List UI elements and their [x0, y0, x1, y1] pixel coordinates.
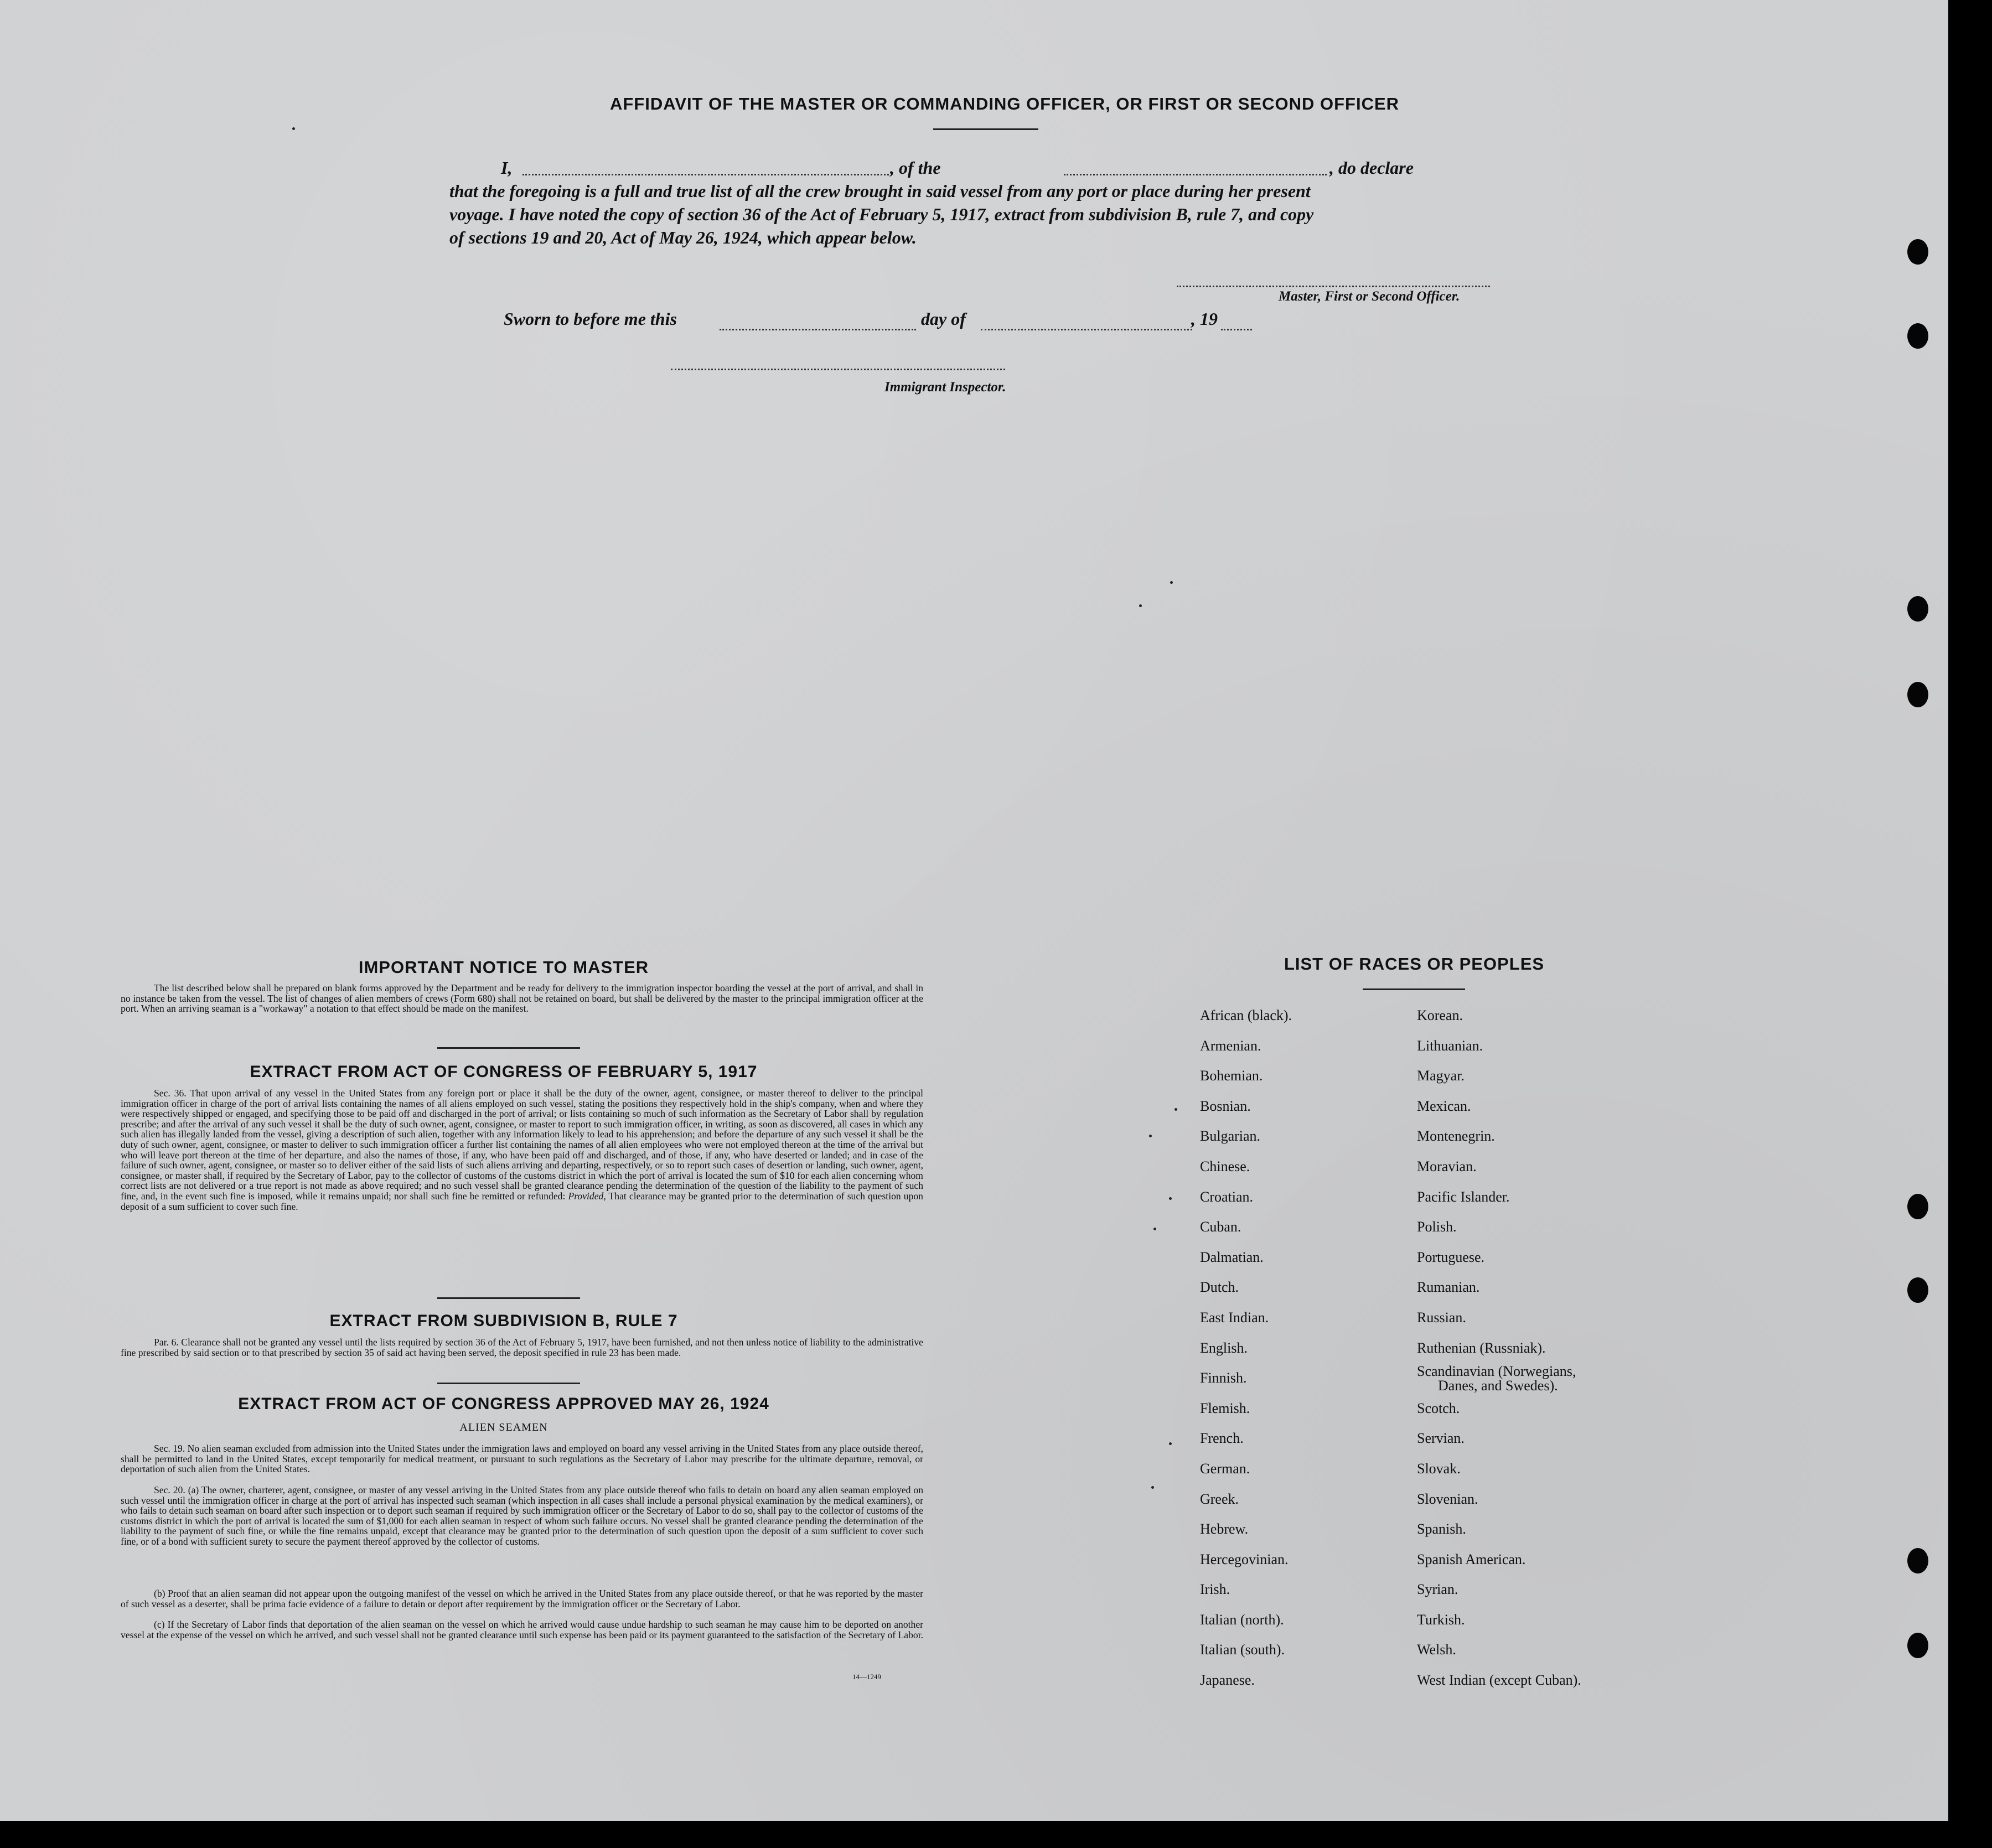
binder-hole	[1907, 682, 1928, 707]
race-item: Hebrew.	[1200, 1521, 1249, 1538]
race-item: Hercegovinian.	[1200, 1551, 1289, 1567]
race-item: West Indian (except Cuban).	[1417, 1672, 1581, 1689]
alien-seamen-subtitle: ALIEN SEAMEN	[459, 1421, 548, 1433]
race-item: Dutch.	[1200, 1279, 1239, 1296]
extract-1917-text	[121, 1088, 923, 1212]
proviso-label: Provided,	[568, 1190, 606, 1202]
race-item: Polish.	[1417, 1219, 1457, 1235]
affidavit-line-4: of sections 19 and 20, Act of May 26, 1924, which appear below.	[449, 227, 917, 247]
sworn-label: Sworn to before me this	[504, 309, 677, 329]
race-item: Croatian.	[1200, 1188, 1254, 1205]
extract-1924-title: EXTRACT FROM ACT OF CONGRESS APPROVED MAY 26, 1924	[238, 1395, 769, 1413]
race-item: Bohemian.	[1200, 1068, 1263, 1084]
race-item: Russian.	[1417, 1309, 1466, 1326]
extract-rule7-title: EXTRACT FROM SUBDIVISION B, RULE 7	[329, 1312, 678, 1330]
race-item: English.	[1200, 1339, 1248, 1356]
race-item: Scotch.	[1417, 1400, 1460, 1416]
race-item: Servian.	[1417, 1430, 1465, 1447]
sec-20b-text: (b) Proof that an alien seaman did not appear upon the outgoing manifest of the vessel on which he arrived in the United States from any place outside thereof, or that he was reported by the master of such vessel as a deserter, shall be prima facie evidence of a failure to detain or deport after requirement by the immigration officer or the Secretary of Labor.	[121, 1588, 923, 1609]
races-left-column	[1200, 1001, 1432, 1696]
race-item: Magyar.	[1417, 1068, 1465, 1084]
race-item: Spanish American.	[1417, 1551, 1526, 1567]
binder-hole	[1907, 1548, 1928, 1573]
form-number: 14—1249	[852, 1673, 881, 1681]
affidavit-line-3: voyage. I have noted the copy of section 36 of the Act of February 5, 1917, extract from subdivision B, rule 7, and copy	[449, 204, 1314, 224]
race-item: Italian (south).	[1200, 1642, 1285, 1658]
affidavit-title: AFFIDAVIT OF THE MASTER OR COMMANDING OFFICER, OR FIRST OR SECOND OFFICER	[609, 94, 1400, 113]
affidavit-declaration	[449, 156, 1529, 249]
notice-text: The list described below shall be prepared on blank forms approved by the Department and be ready for delivery to the immigration inspector boarding the vessel at the port of arrival, and shall in no instance be taken from the vessel. The list of changes of alien members of crews (Form 680) shall not be retained on board, but shall be delivered by the master to the principal immigration officer at the port. When an arriving seaman is a "workaway" a notation to that effect should be made on the manifest.	[121, 982, 923, 1014]
race-item-line: Scandinavian (Norwegians,	[1417, 1363, 1576, 1380]
race-item: Cuban.	[1200, 1219, 1241, 1235]
affidavit-i-label: I,	[501, 158, 513, 178]
race-item: Lithuanian.	[1417, 1037, 1483, 1054]
race-item: Irish.	[1200, 1581, 1230, 1598]
race-item: Pacific Islander.	[1417, 1188, 1510, 1205]
notice-title: IMPORTANT NOTICE TO MASTER	[358, 957, 649, 977]
race-item: French.	[1200, 1430, 1244, 1447]
races-right-column	[1417, 1001, 1649, 1696]
master-signature-caption: Master, First or Second Officer.	[1279, 289, 1460, 304]
year-label: , 19	[1191, 309, 1218, 329]
race-item: Chinese.	[1200, 1158, 1250, 1174]
races-list	[1200, 1001, 1698, 1704]
race-item: Finnish.	[1200, 1370, 1247, 1386]
extract-1917-body: Sec. 36. That upon arrival of any vessel in the United States from any foreign port or place it shall be the duty of the owner, agent, consignee, or master thereof to deliver to the principal immigration officer in charge of the port of arrival lists containing the names of all aliens employed on such vessel, stating the positions they respectively hold in the ship's company, when and where they were respectively shipped or engaged, and specifying those to be paid off and discharged in the port of arrival; or lists containing so much of such information as the Secretary of Labor shall by regulation prescribe; and after the arrival of any such vessel it shall be the duty of such owner, agent, consignee, or master to report to such immigration officer, in writing, as soon as discovered, all cases in which any such alien has illegally landed from the vessel, giving a description of such alien, together with any information likely to lead to his apprehension; and before the departure of any such vessel it shall be the duty of such owner, agent, consignee, or master to deliver to such immigration officer a further list containing the names of all alien employees who were not employed thereon at the time of the arrival but who will leave port thereon at the time of her departure, and also the names of those, if any, who have been paid off and discharged, and of those, if any, who have deserted or landed; and in case of the failure of such owner, agent, consignee, or master so to deliver either of the said lists of such aliens arriving and departing, respectively, or so to report such cases of desertion or landing, such owner, agent, consignee, or master shall, if required by the Secretary of Labor, pay to the collector of customs of the customs district in which the port of arrival is located the sum of $10 for each alien concerning whom correct lists are not delivered or a true report is not made as above required; and no such vessel shall be granted clearance pending the determination of the question of the liability to the payment of such fine, and, in the event such fine is imposed, while it remains unpaid; nor shall such fine be remitted or refunded:	[121, 1088, 923, 1202]
race-item: Japanese.	[1200, 1672, 1255, 1689]
race-item: Ruthenian (Russniak).	[1417, 1339, 1546, 1356]
race-item: Montenegrin.	[1417, 1128, 1495, 1145]
binder-hole	[1907, 1277, 1928, 1303]
race-item: Spanish.	[1417, 1521, 1466, 1538]
race-item: Bosnian.	[1200, 1098, 1251, 1114]
binder-hole	[1907, 596, 1928, 622]
race-item: Slovak.	[1417, 1460, 1461, 1477]
race-item: Dalmatian.	[1200, 1249, 1264, 1265]
binder-hole	[1907, 323, 1928, 349]
race-item: Welsh.	[1417, 1642, 1456, 1658]
binder-hole	[1907, 239, 1928, 265]
race-item: Rumanian.	[1417, 1279, 1480, 1296]
binder-hole	[1907, 1633, 1928, 1658]
race-item-continuation: Danes, and Swedes).	[1438, 1378, 1558, 1394]
proviso-text: That clearance may be granted prior to the determination of such question upon deposit of a sum sufficient to cover such fine.	[121, 1190, 923, 1212]
race-item: German.	[1200, 1460, 1250, 1477]
race-item: East Indian.	[1200, 1309, 1269, 1326]
race-item: Armenian.	[1200, 1037, 1261, 1054]
race-item: Flemish.	[1200, 1400, 1250, 1416]
race-item: Greek.	[1200, 1490, 1239, 1507]
extract-1917-title: EXTRACT FROM ACT OF CONGRESS OF FEBRUARY 5, 1917	[250, 1063, 758, 1081]
sec-20a-text: Sec. 20. (a) The owner, charterer, agent, consignee, or master of any vessel arriving in the United States from any place outside thereof who fails to detain on board any alien seaman employed on such vessel until the immigration officer in charge at the port of arrival has inspected such seaman (which inspection in all cases shall include a personal physical examination by the medical examiners), or who fails to detain such seaman on board after such inspection or to deport such seaman if required by such immigration officer or the Secretary of Labor to do so, shall pay to the collector of customs of the customs district in which the port of arrival is located the sum of $1,000 for each alien seaman in respect of whom such failure occurs. No vessel shall be granted clearance pending the determination of the liability to the payment of such fine, or while the fine remains unpaid, except that clearance may be granted prior to the determination of such question upon the deposit of a sum sufficient to cover such fine, or of a bond with sufficient surety to secure the payment thereof approved by the collector of customs.	[121, 1484, 923, 1547]
binder-hole	[1907, 1194, 1928, 1219]
race-item: Portuguese.	[1417, 1249, 1485, 1265]
race-item: Moravian.	[1417, 1158, 1477, 1174]
day-of-label: day of	[921, 309, 966, 329]
affidavit-do-declare-label: , do declare	[1329, 158, 1414, 178]
race-item: Korean.	[1417, 1007, 1463, 1023]
sec-20c-text: (c) If the Secretary of Labor finds that deportation of the alien seaman on the vessel on which he arrived would cause undue hardship to such seaman he may cause him to be deported on another vessel at the expense of the vessel on which he arrived, and such vessel shall not be granted clearance until such expense has been paid or its payment guaranteed to the satisfaction of the Secretary of Labor.	[121, 1619, 923, 1640]
race-item: Italian (north).	[1200, 1611, 1284, 1628]
race-item: African (black).	[1200, 1007, 1292, 1023]
race-item	[1417, 1363, 1649, 1394]
race-item: Syrian.	[1417, 1581, 1458, 1598]
sec-19-text: Sec. 19. No alien seaman excluded from admission into the United States under the immigration laws and employed on board any vessel arriving in the United States from any place outside thereof, shall be permitted to land in the United States, except temporarily for medical treatment, or pursuant to such regulations as the Secretary of Labor may prescribe for the ultimate departure, removal, or deportation of such alien from the United States.	[121, 1443, 923, 1475]
race-item: Turkish.	[1417, 1611, 1465, 1628]
races-title: LIST OF RACES OR PEOPLES	[1284, 954, 1545, 974]
affidavit-line-2: that the foregoing is a full and true list of all the crew brought in said vessel from any port or place during her present	[449, 181, 1311, 201]
affidavit-of-the-label: , of the	[890, 158, 941, 178]
race-item: Slovenian.	[1417, 1490, 1478, 1507]
race-item: Mexican.	[1417, 1098, 1471, 1114]
inspector-caption: Immigrant Inspector.	[884, 380, 1006, 395]
race-item: Bulgarian.	[1200, 1128, 1261, 1145]
extract-rule7-text: Par. 6. Clearance shall not be granted any vessel until the lists required by section 36 of the Act of February 5, 1917, have been furnished, and not then unless notice of liability to the administrative fine prescribed by said section or to that prescribed by section 35 of said act having been served, the deposit specified in rule 23 has been made.	[121, 1337, 923, 1358]
